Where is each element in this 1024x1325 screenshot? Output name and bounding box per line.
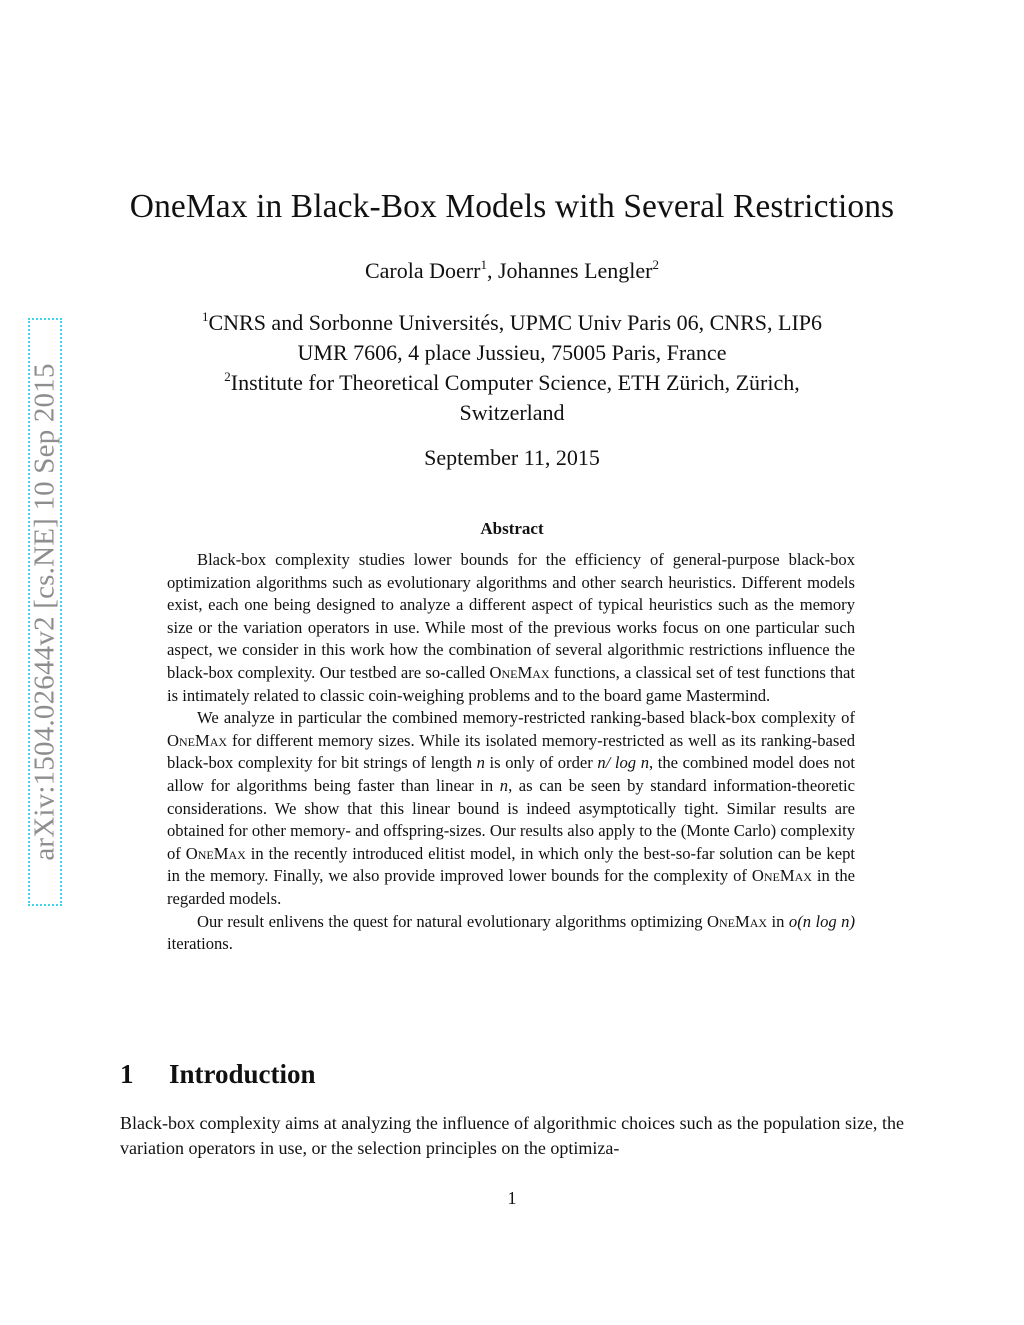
author-name: Carola Doerr [364, 258, 481, 283]
author-name: Johannes Lengler [497, 258, 653, 283]
affiliation-mark: 1 [480, 257, 487, 272]
page-number: 1 [507, 1188, 517, 1208]
affiliation-line [0, 308, 1024, 338]
text-run: , as can be seen by standard information-theoretic considerations. We show that this linear bound is indeed asymptotically tight. Similar results are obtained for other memory- and offspring-sizes. Our results also apply to the (Monte Carlo) complexity of [167, 775, 855, 863]
abstract-heading: Abstract [480, 519, 544, 538]
affiliation-line: UMR 7606, 4 place Jussieu, 75005 Paris, France [297, 340, 727, 365]
abstract-paragraph [167, 911, 855, 956]
onemax-term: OneMax [489, 662, 550, 682]
author-separator: , [486, 258, 498, 283]
affiliation-line [0, 368, 1024, 398]
section-title: Introduction [169, 1059, 316, 1089]
text-run: in the regarded models. [167, 866, 855, 908]
abstract-paragraph [167, 549, 855, 707]
math-variable: n [476, 753, 485, 773]
text-run: functions, a classical set of test functions that is intimately related to classic coin-weighing problems and to the board game Mastermind. [167, 662, 855, 705]
paper-title: OneMax in Black-Box Models with Several Restrictions [129, 188, 895, 225]
affiliation-mark: 1 [201, 309, 209, 324]
math-expression: o(n log n) [788, 911, 855, 931]
text-run: iterations. [167, 934, 233, 954]
affiliation-text: CNRS and Sorbonne Universités, UPMC Univ Paris 06, CNRS, LIP6 [208, 310, 823, 335]
text-run: in the recently introduced elitist model, in which only the best-so-far solution can be kept in the memory. Finally, we also provide improved lower bounds for the complexity of [167, 843, 855, 886]
onemax-term: OneMax [185, 843, 246, 863]
onemax-term: OneMax [707, 911, 768, 931]
affiliation-mark: 2 [652, 257, 659, 272]
abstract-body [167, 549, 855, 956]
text-run: Black-box complexity studies lower bounds for the efficiency of general-purpose black-box optimization algorithms such as evolutionary algorithms and other search heuristics. Different models exist, each one being designed to analyze a different aspect of typical heuristics such as the memory size or the variation operators in use. While most of the previous works focus on one particular such aspect, we consider in this work how the combination of several algorithmic restrictions influence the black-box complexity. Our testbed are so-called [167, 550, 855, 682]
text-run: for different memory sizes. While its isolated memory-restricted as well as its ranking-based black-box complexity for bit strings of length [167, 730, 855, 773]
abstract-paragraph [167, 707, 855, 910]
intro-paragraph: Black-box complexity aims at analyzing the influence of algorithmic choices such as the population size, the variation operators in use, or the selection principles on the optimiza- [120, 1113, 904, 1158]
onemax-term: OneMax [167, 730, 228, 750]
math-variable: n [499, 775, 509, 795]
affiliation-line: Switzerland [459, 400, 565, 425]
text-run: We analyze in particular the combined memory-restricted ranking-based black-box complexity of [197, 708, 855, 728]
text-run: , the combined model does not allow for algorithms being faster than linear in [167, 753, 855, 795]
onemax-term: OneMax [751, 866, 812, 886]
arxiv-id: arXiv:1504.02644v2 [cs.NE] 10 Sep 2015 [28, 363, 61, 861]
math-expression: n/ log n [597, 753, 650, 773]
section-heading [120, 1059, 316, 1090]
section-number: 1 [120, 1059, 134, 1089]
text-run: is only of order [484, 753, 598, 773]
paper-date: September 11, 2015 [424, 445, 600, 470]
affiliation-text: Institute for Theoretical Computer Science, ETH Zürich, Zürich, [230, 370, 800, 395]
text-run: in [767, 911, 789, 931]
text-run: Our result enlivens the quest for natural evolutionary algorithms optimizing [197, 911, 708, 931]
affiliation-mark: 2 [224, 369, 231, 384]
author-list [0, 258, 1024, 284]
affiliations [0, 308, 1024, 428]
